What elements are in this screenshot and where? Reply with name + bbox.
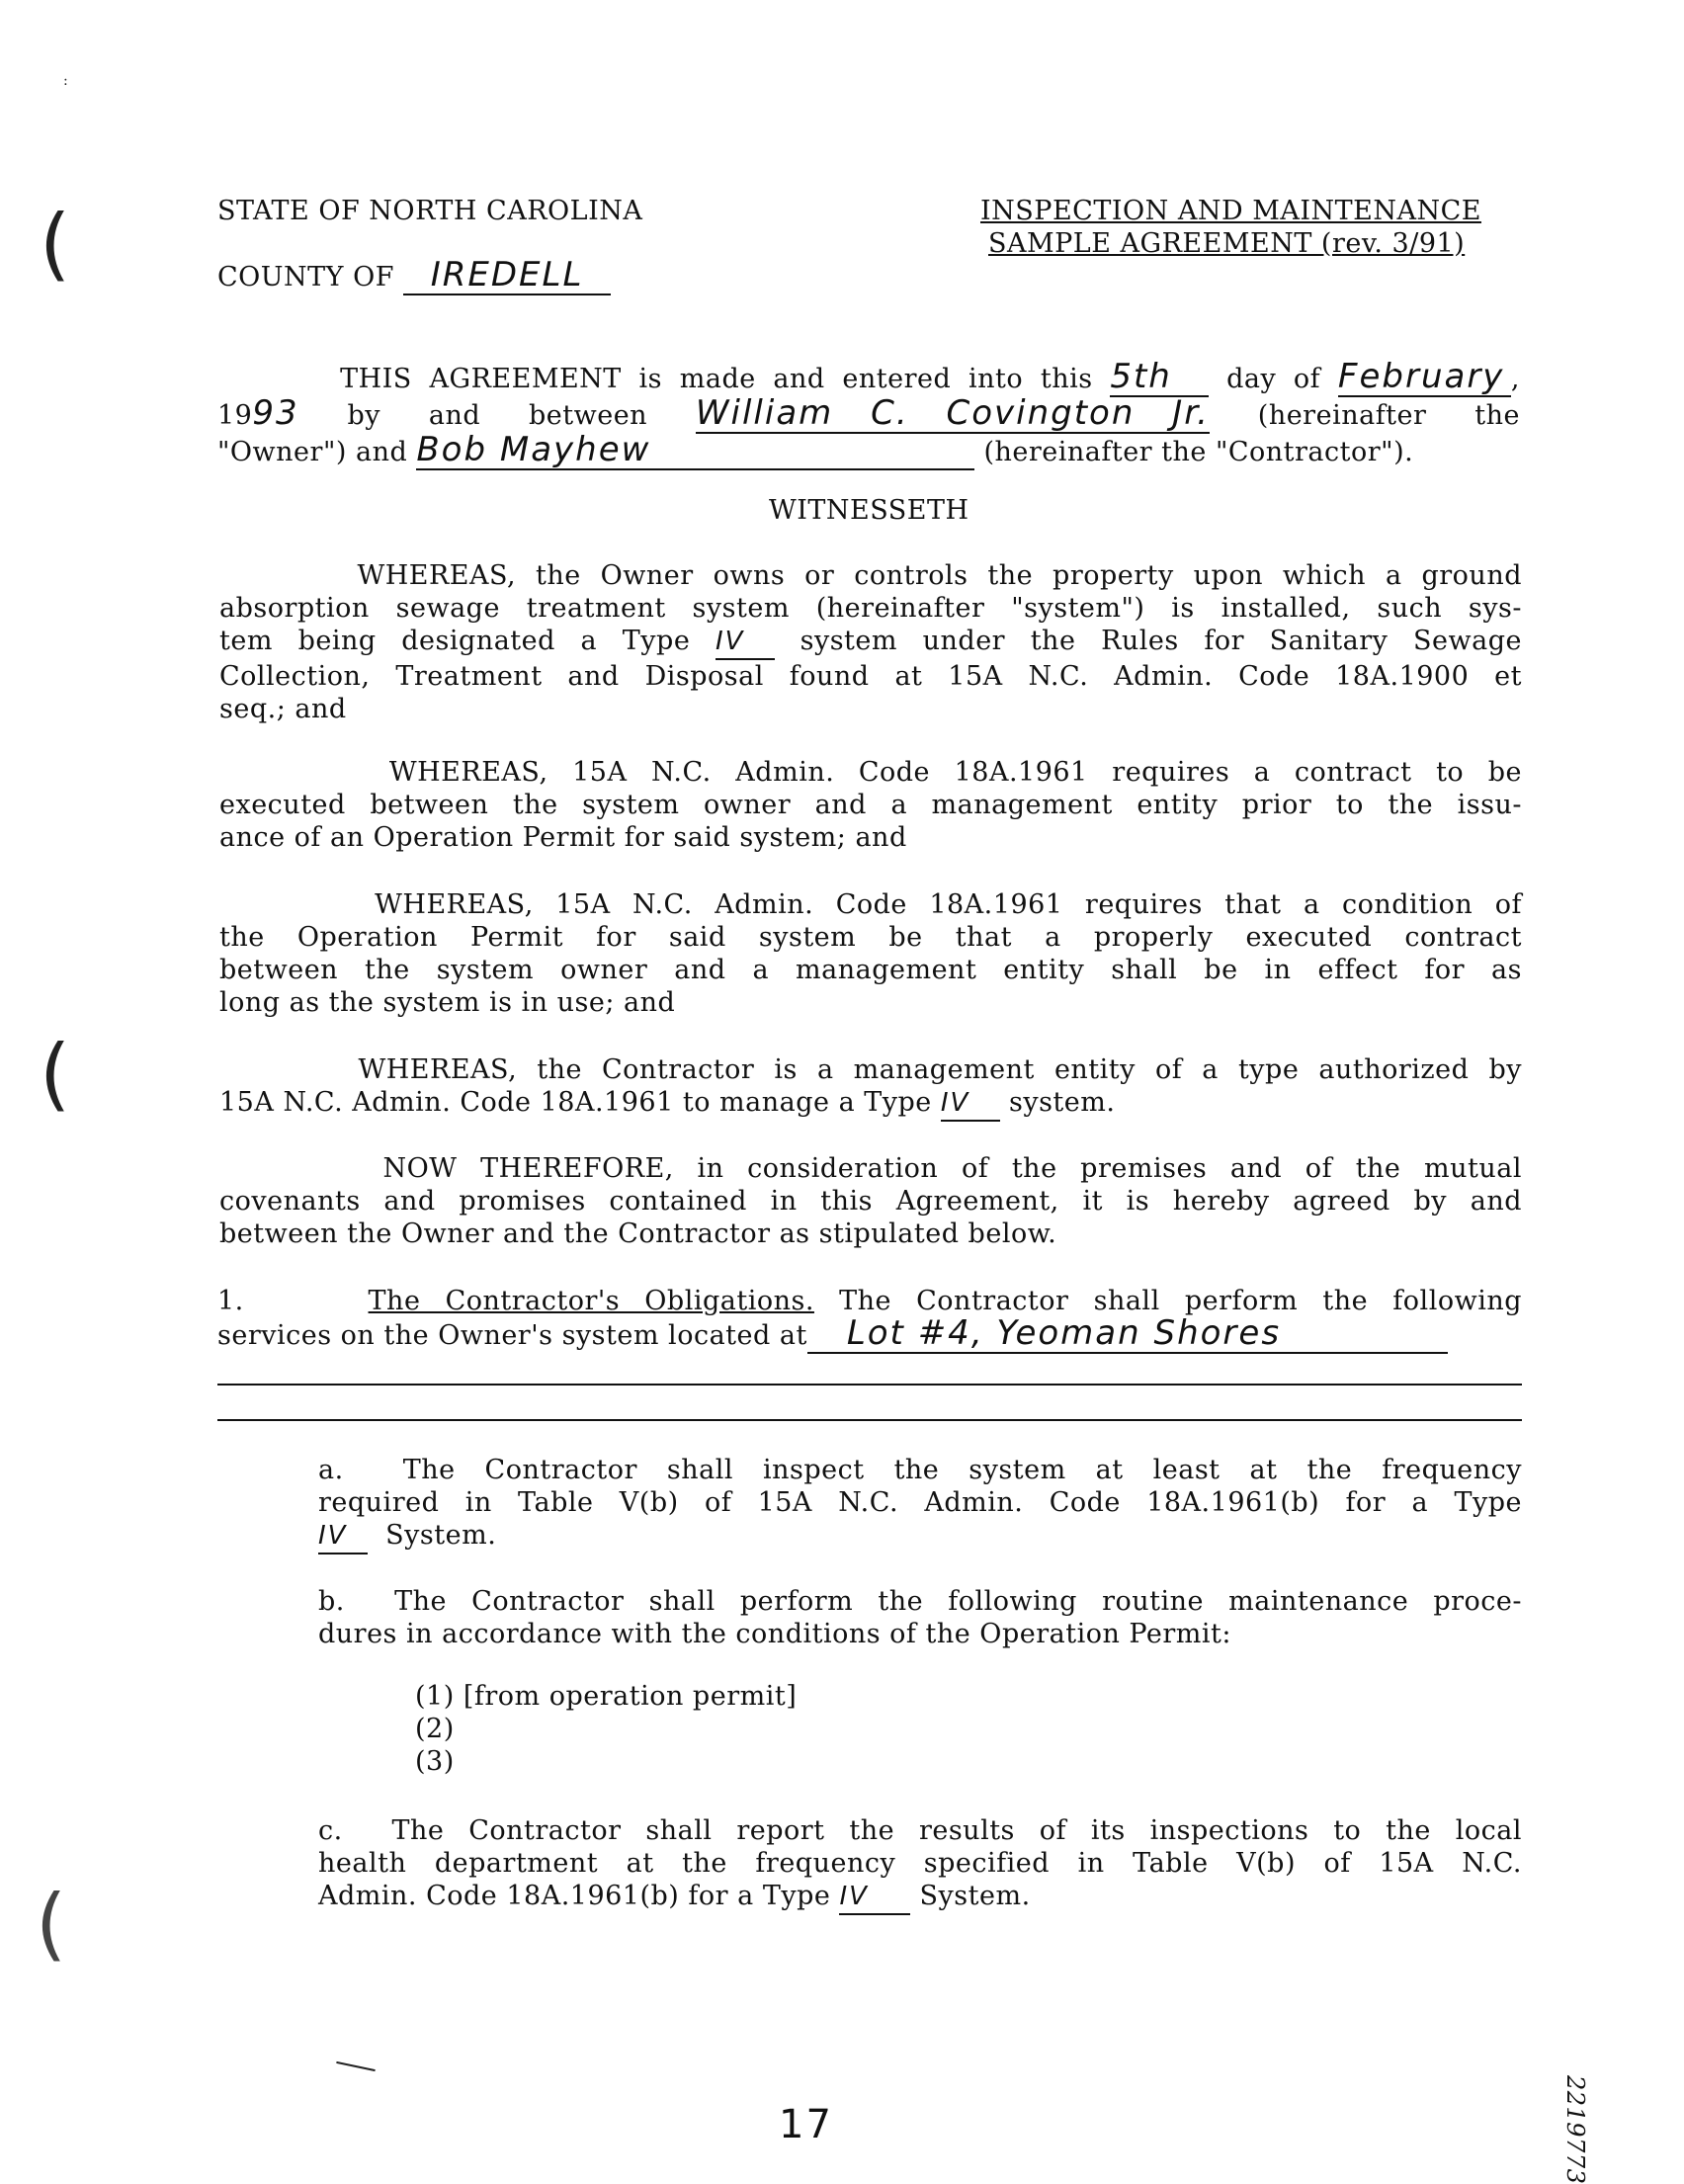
year-value: 93 [252, 393, 299, 433]
report-type-field [839, 1880, 910, 1915]
location-field [807, 1313, 1448, 1354]
scan-dash [336, 2061, 376, 2071]
procedure-1: (1) [from operation permit] [415, 1681, 798, 1712]
section-1: 1. The Contractor's Obligations. The Contractor shall perform the following services on the Owner's system located at Lot #4, Yeoman Shores [217, 1286, 1523, 1353]
whereas-paragraph-1: WHEREAS, the Owner owns or controls the property upon which a ground absorption sewage treatment system (hereinafter "system") is installed, such sys- tem being designated a Type IV system under the Rules for Sanitary Sewage Collection, Treatment and Disposal found at 15A N.C. Admin. Code 18A.1900 et seq.; and [219, 560, 1522, 724]
day-value: 5th [1110, 357, 1172, 396]
agreement-title-line1: INSPECTION AND MAINTENANCE [980, 196, 1481, 226]
report-type-value: IV [839, 1882, 869, 1911]
whereas-paragraph-2: WHEREAS, 15A N.C. Admin. Code 18A.1961 requires a contract to be executed between the system owner and a management entity prior to the issu- ance of an Operation Permit for said system; and [219, 757, 1522, 853]
item-b: b. The Contractor shall perform the following routine maintenance proce- dures in accordance with the conditions of the Operation Permit: [318, 1586, 1522, 1649]
inspection-type-field [318, 1519, 368, 1554]
owner-name: William C. Covington Jr. [695, 393, 1210, 433]
side-stamp: 2219773 [1561, 2075, 1589, 2184]
month-value: February [1337, 357, 1505, 396]
procedure-2: (2) [415, 1714, 455, 1744]
system-type-field [716, 625, 775, 660]
section-1-heading: The Contractor's Obligations. [368, 1286, 814, 1316]
location-value: Lot #4, Yeoman Shores [846, 1313, 1282, 1353]
managed-type-value: IV [940, 1088, 970, 1118]
managed-type-field [941, 1086, 1000, 1122]
whereas-paragraph-4: WHEREAS, the Contractor is a management entity of a type authorized by 15A N.C. Admin. Code 18A.1961 to manage a Type IV system. [219, 1053, 1522, 1122]
item-c: c. The Contractor shall report the results of its inspections to the local health department at the frequency specified in Table V(b) of 15A N.C. Admin. Code 18A.1961(b) for a Type IV System. [318, 1814, 1522, 1915]
binder-hole-mark: ( [40, 1028, 71, 1120]
county-label: COUNTY OF [217, 262, 394, 293]
item-a: a. The Contractor shall inspect the system at least at the frequency required in Table V(b) of 15A N.C. Admin. Code 18A.1961(b) for a Type IV System. [318, 1454, 1522, 1554]
contractor-field [416, 430, 974, 470]
county-value: IREDELL [430, 255, 584, 294]
procedure-3: (3) [415, 1746, 455, 1777]
contractor-name: Bob Mayhew [416, 430, 651, 469]
location-blank-line-3 [217, 1419, 1522, 1421]
county-line [217, 255, 611, 295]
intro-paragraph: THIS AGREEMENT is made and entered into this 5th day of February , 1993 by and between William C. Covington Jr. (hereinafter the "Owner") and Bob Mayhew (hereinafter the "Contractor"). [217, 357, 1520, 469]
month-field [1337, 357, 1511, 397]
day-field [1110, 357, 1209, 397]
system-type-value: IV [715, 627, 745, 656]
binder-hole-mark: ( [36, 1878, 67, 1970]
state-heading: STATE OF NORTH CAROLINA [217, 196, 643, 226]
scan-speck: : [63, 73, 68, 89]
whereas-paragraph-3: WHEREAS, 15A N.C. Admin. Code 18A.1961 requires that a condition of the Operation Permit for said system be that a properly executed contract between the system owner and a management entity shall be in effect for as long as the system is in use; and [219, 889, 1522, 1018]
county-field [403, 255, 611, 295]
page-number: 17 [779, 2102, 833, 2147]
now-therefore-paragraph: NOW THEREFORE, in consideration of the premises and of the mutual covenants and promises contained in this Agreement, it is hereby agreed by and between the Owner and the Contractor as stipulated below. [219, 1153, 1523, 1249]
witnesseth-heading: WITNESSETH [769, 495, 969, 526]
location-blank-line-2 [217, 1384, 1522, 1386]
agreement-title-line2: SAMPLE AGREEMENT (rev. 3/91) [988, 228, 1466, 259]
binder-hole-mark: ( [40, 198, 71, 290]
inspection-type-value: IV [318, 1521, 348, 1551]
owner-field [695, 393, 1210, 434]
